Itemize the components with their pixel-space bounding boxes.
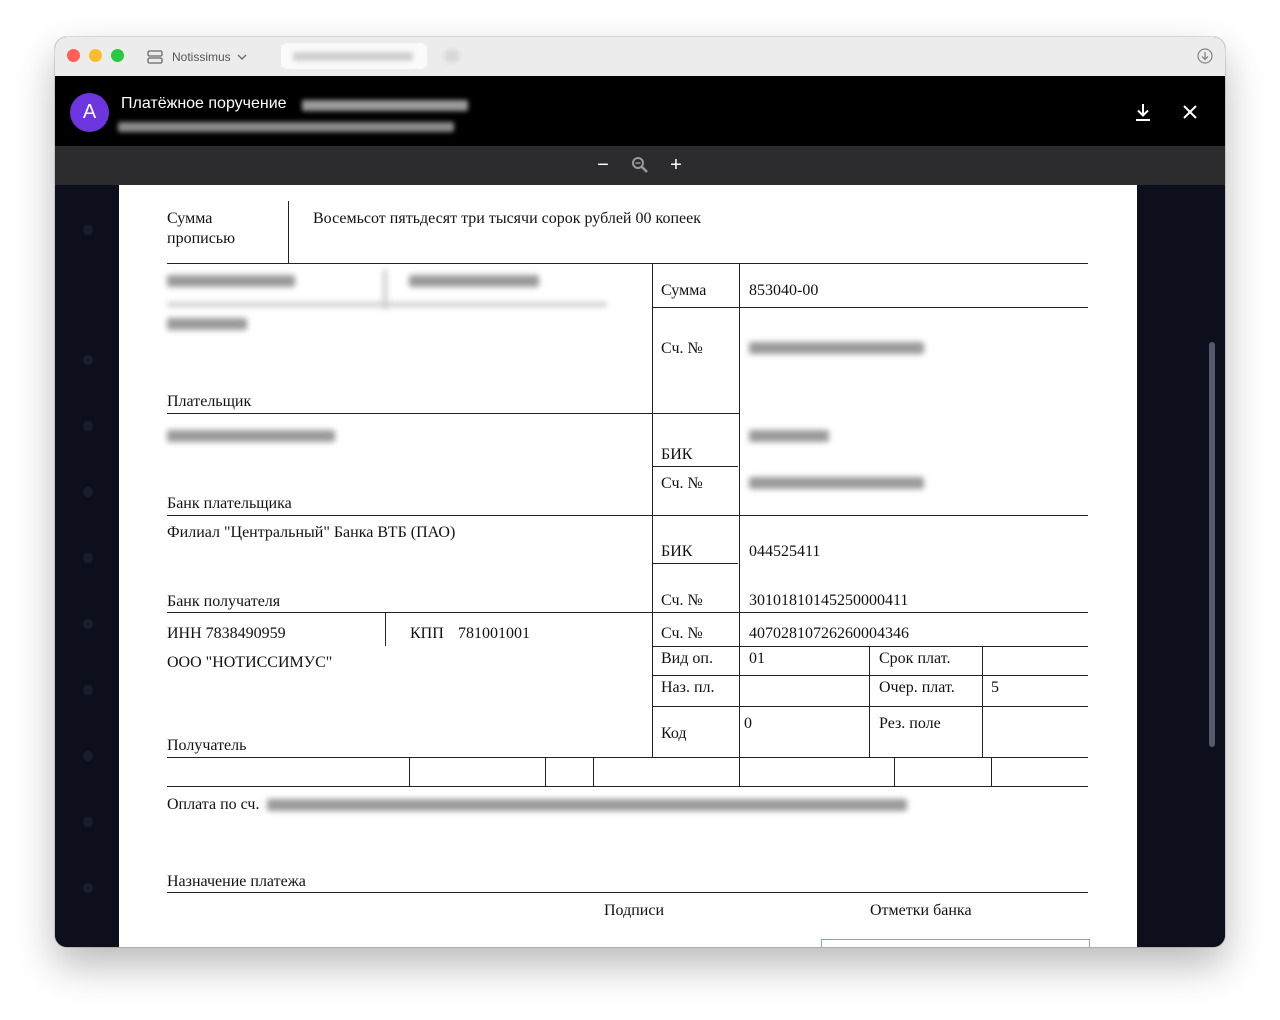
title-blurred <box>302 100 468 111</box>
reserve-field-label: Рез. поле <box>879 715 941 732</box>
divider <box>167 786 1088 787</box>
recipient-account: 40702810726260004346 <box>749 625 909 642</box>
app-window <box>55 37 1225 947</box>
corr-account-label: Сч. № <box>661 592 703 609</box>
divider <box>652 466 738 467</box>
divider <box>652 563 738 564</box>
payer-line-blurred <box>167 302 607 307</box>
payment-for-label: Оплата по сч. <box>167 796 260 813</box>
divider <box>545 757 546 786</box>
payer-name-blurred <box>167 318 247 330</box>
divider <box>167 263 1088 264</box>
payer-bank-label: Банк плательщика <box>167 495 292 512</box>
download-icon[interactable] <box>1133 102 1153 122</box>
recipient-label: Получатель <box>167 737 247 754</box>
background-item <box>83 817 93 827</box>
browser-tab[interactable] <box>281 43 427 69</box>
workspace-switcher[interactable] <box>147 47 256 67</box>
recipient-name: ООО "НОТИССИМУС" <box>167 654 333 671</box>
background-item <box>83 685 93 695</box>
downloads-icon[interactable] <box>1197 48 1213 64</box>
recipient-bank-name: Филиал "Центральный" Банка ВТБ (ПАО) <box>167 524 456 541</box>
recipient-inn: ИНН 7838490959 <box>167 625 286 642</box>
minimize-window-button[interactable] <box>89 49 102 62</box>
scrollbar[interactable] <box>1209 342 1215 747</box>
payer-corr-account-blurred <box>749 477 924 489</box>
corr-account: 30101810145250000411 <box>749 592 909 609</box>
divider <box>167 892 1088 893</box>
divider <box>288 201 289 263</box>
document-title: Платёжное поручение <box>121 95 287 112</box>
divider <box>593 757 594 786</box>
divider <box>894 757 895 786</box>
workspace-name: Notissimus <box>172 50 231 64</box>
divider <box>409 757 410 786</box>
op-type-value: 01 <box>749 650 765 667</box>
code-label: Код <box>661 725 687 742</box>
close-icon[interactable] <box>1180 102 1200 122</box>
zoom-window-button[interactable] <box>111 49 124 62</box>
payer-label: Плательщик <box>167 393 252 410</box>
payer-account-blurred <box>749 342 924 354</box>
sum-label: Сумма <box>661 282 707 299</box>
subtitle-blurred <box>118 122 454 132</box>
bank-stamp-box <box>821 939 1090 947</box>
server-icon <box>147 50 163 64</box>
payer-kpp-blurred <box>409 275 539 287</box>
chevron-down-icon <box>237 53 247 61</box>
divider <box>652 706 1088 707</box>
close-window-button[interactable] <box>67 49 80 62</box>
payer-bik-label: БИК <box>661 446 693 463</box>
pay-term-label: Срок плат. <box>879 650 951 667</box>
tab-extra[interactable] <box>445 50 459 62</box>
payer-account-label: Сч. № <box>661 340 703 357</box>
sum-value: 853040-00 <box>749 282 819 299</box>
purpose-code-label: Наз. пл. <box>661 679 715 696</box>
op-type-label: Вид оп. <box>661 650 713 667</box>
zoom-out-button[interactable]: − <box>597 153 609 176</box>
payer-bik-blurred <box>749 430 829 442</box>
zoom-toolbar <box>55 146 1225 185</box>
avatar: A <box>70 93 109 132</box>
recipient-kpp-label: КПП <box>410 625 444 642</box>
divider <box>167 612 1088 613</box>
recipient-bank-label: Банк получателя <box>167 593 281 610</box>
background-item <box>83 619 93 629</box>
background-item <box>83 553 93 563</box>
divider <box>991 757 992 786</box>
background-item <box>83 225 93 235</box>
divider <box>869 646 870 757</box>
divider <box>982 646 983 757</box>
divider <box>652 646 1088 647</box>
sum-words-label-1: Сумма <box>167 210 213 227</box>
divider <box>167 515 1088 516</box>
code-value: 0 <box>744 715 752 732</box>
payer-bank-blurred <box>167 430 335 442</box>
divider <box>652 307 1088 308</box>
recipient-bik-label: БИК <box>661 543 693 560</box>
purpose-label: Назначение платежа <box>167 873 306 890</box>
divider <box>652 263 653 757</box>
viewer-header <box>55 76 1225 146</box>
sum-words: Восемьсот пятьдесят три тысячи сорок рублей 00 копеек <box>313 210 701 227</box>
payment-order-page <box>119 185 1137 947</box>
background-item <box>83 883 93 893</box>
title-bar <box>55 37 1225 77</box>
background-item <box>83 355 93 365</box>
background-item <box>83 487 93 497</box>
zoom-reset-icon[interactable] <box>630 155 650 175</box>
payer-corr-account-label: Сч. № <box>661 475 703 492</box>
background-item <box>83 751 93 761</box>
divider <box>652 675 1088 676</box>
divider <box>167 413 739 414</box>
sum-words-label-2: прописью <box>167 230 236 247</box>
divider <box>385 612 386 646</box>
recipient-account-label: Сч. № <box>661 625 703 642</box>
divider <box>167 757 1088 758</box>
recipient-bik: 044525411 <box>749 543 821 560</box>
background-item <box>83 421 93 431</box>
priority-label: Очер. плат. <box>879 679 955 696</box>
recipient-kpp: 781001001 <box>458 625 530 642</box>
signatures-label: Подписи <box>604 902 665 919</box>
payer-inn-blurred <box>167 275 295 287</box>
bank-marks-label: Отметки банка <box>870 902 972 919</box>
priority-value: 5 <box>991 679 999 696</box>
divider <box>739 263 740 786</box>
zoom-in-button[interactable]: + <box>670 153 682 176</box>
payment-purpose-blurred <box>267 799 907 811</box>
